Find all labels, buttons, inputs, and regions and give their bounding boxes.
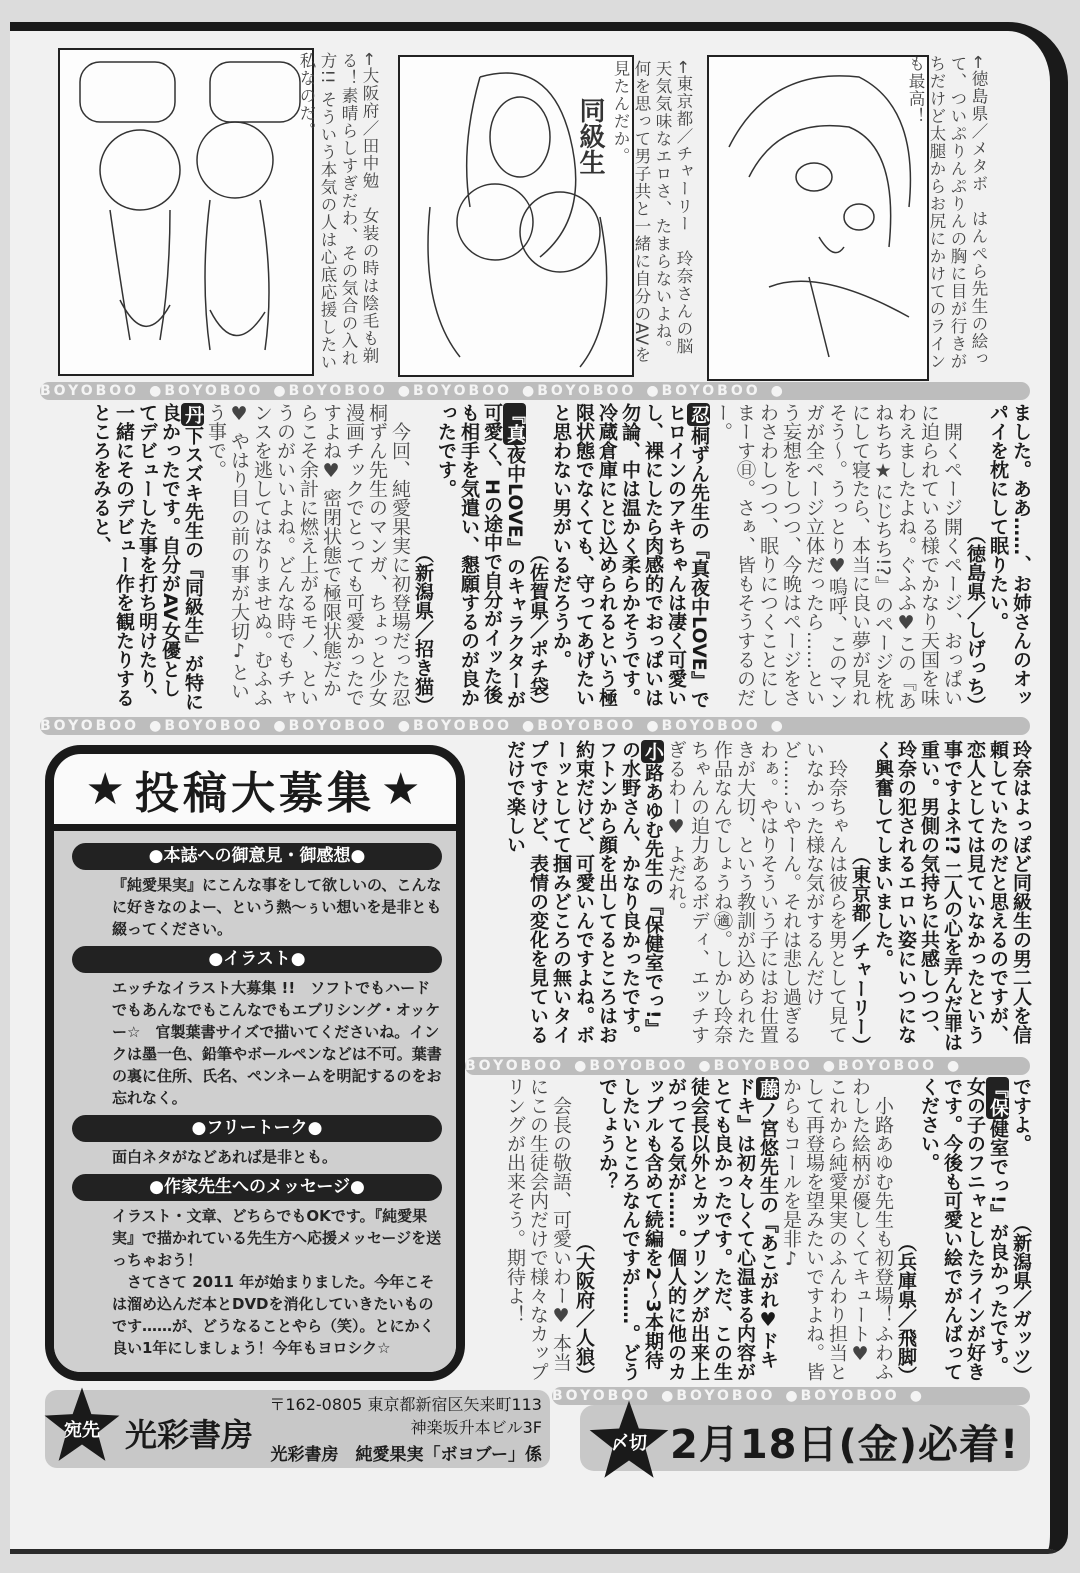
letter-signature: （佐賀県／ポチ袋） — [527, 544, 549, 715]
letter-signature: （新潟県／招き猫） — [412, 544, 434, 715]
letter-initial: 忍 — [688, 405, 710, 424]
letters-row-3 — [470, 740, 1032, 1055]
letter — [549, 403, 710, 715]
address-line-2: 神楽坂升本ビル3F — [410, 1418, 542, 1437]
letter-text: 下スズキ先生の『同級生』が特に良かったです。自分がAV女優としてデビューした事を打ち明けたり、一緒にそのデビュー作を観たりするところをみると、 — [90, 403, 204, 711]
letter-initial: 『真 — [504, 405, 526, 443]
address-line-1: 〒162-0805 東京都新宿区矢来町113 — [269, 1395, 542, 1414]
section-body: イラスト・文章、どちらでもOKです。『純愛果実』で描かれている先生方へ応援メッセージを送っちゃおう！ — [112, 1207, 442, 1269]
deadline-bar — [580, 1405, 1030, 1471]
reader-illustration-3 — [707, 55, 929, 381]
editor-reply: 開くページ開くページ、おっぱいに迫られている様でかなり天国を味わえましたよね。ぐふふ♥この『あねちち★にじちち!?』のページを枕にして寝たら、本当に良い夢が見れそう〜。うっとり♥嗚呼、このマンガが全ページ立体だったら……という妄想をしつつ、今晩はページをさわさわしつつ、眠りにつくことにしまーす㊐。さぁ、皆もそうするのだー。 — [711, 403, 963, 710]
letter-text: 玲奈はよっぽど同級生の男二人を信頼していたのだと思えるのですが、恋人としては見ていなかったという事ですよネ!? 二人の心を弄んだ罪は重い。男側の気持ちに共感しつつ、玲奈の犯されるエロい姿にいつになく興奮してしまいました。 — [872, 740, 1032, 1052]
letter-end — [1009, 1077, 1032, 1385]
section-body: 『純愛果実』にこんな事をして欲しいの、こんなに好きなのよー、という熱〜ぅい想いを是非とも綴ってください。 — [112, 876, 442, 938]
illustration-caption-1: ←大阪府／田中勉 女装の時は陰毛も剃る！素晴らしすぎだわ、その気合の入れ方!! そういう本気の人は心底応援したい私なのだ。 — [297, 52, 379, 371]
letter-initial: 丹 — [182, 405, 204, 424]
section-heading: ●イラスト● — [72, 946, 442, 973]
illustration-title: 同級生 — [575, 97, 605, 175]
letter — [503, 740, 664, 1055]
letter — [89, 403, 204, 715]
submission-title-bar — [54, 754, 456, 831]
letter-signature: （大阪府／人狼） — [573, 1233, 595, 1385]
editor-reply: 今回、純愛果実に初登場だった忍桐ずん先生のマンガ、ちょっと少女漫画チックでとっても可愛かったですよね♥ 密閉状態で極限状態だからこそ余計に燃え上がるモノ、というのがいいよね。どんな時でもチャンスを逃してはなりませぬ。むふふ♥ やはり目の前の事が大切♪という事で。 — [205, 403, 411, 707]
star-icon: ★ — [381, 763, 425, 815]
publisher-name: 光彩書房 — [125, 1416, 254, 1454]
editor-reply: 会長の敬語、可愛いわー♥ 本当にこの生徒会内だけで様々なカップリングが出来そう。期待よ！ — [504, 1077, 572, 1381]
star-icon: ★ — [85, 763, 129, 815]
letter-signature: （徳島県／しげっち） — [964, 525, 986, 715]
section-heading: ●本誌への御意見・御感想● — [72, 843, 442, 870]
letter-text: 桐ずん先生の『真夜中LOVE』でヒロインのアキちゃんは凄く可愛いし、裸にしたら肉感的でおっぱいは勿論、中は温かく柔らかそうです。冷蔵倉庫にとじ込められるという極限状態でなくても、守ってあげたいと思わない男がいるだろうか。 — [550, 403, 710, 709]
editor-reply: 小路あゆむ先生も初登場！ふわふわした絵柄が優しくてキュート♥ これから純愛果実のふんわり担当として再登場を望みたいですよね。皆からもコールを是非♪ — [780, 1077, 894, 1381]
letter-text: ノ宮悠先生の『あこがれ♥ドキドキ』は初々しくて心温まる内容がとても良かったです。ただ、この生徒会長以外とカップリングが出来上がってる気が……。個人的に他のカップルも含めて続編を2〜3本期待したいところなんですが……。どうでしょうか？ — [596, 1077, 779, 1381]
star-badge-deadline: 〆切 — [588, 1399, 670, 1481]
editor-reply: 玲奈ちゃんは彼らを男として見ていなかった様な気がするんだけど……いやーん。それは悲し過ぎるわぁ。やはりそういう子にはお仕置きが大切、という教訓が込められた作品なんでしょうね㊜。しかし玲奈ちゃんの迫力あるボディ、エッチすぎるわー♥ よだれ。 — [665, 740, 848, 1044]
section-body: 面白ネタがなどあれば是非とも。 — [112, 1148, 338, 1166]
letter-text: 路あゆむ先生の『保健室でっ!』の水野さん、かなり良かったです。フトンから顔を出してるところはお約束だけど、可愛いんですよね。ボーッとしてて掴みどころの無いタイプですけど、表情の変化を見ているだけで楽しい — [504, 740, 664, 1044]
letter-signature: （東京都／チャーリー） — [849, 846, 871, 1055]
letter-initial: 小 — [642, 742, 664, 761]
letter-text: 健室でっ!』が良かったです。女の子のフニャとしたラインが好きです。今後も可愛い絵でがんばってください。 — [918, 1077, 1009, 1381]
letter-text: 夜中LOVE』のキャラクターが可愛く、Hの途中で自分がイッた後も相手を気遣い、懇願するのが良かったです。 — [435, 403, 526, 709]
illustration-caption-3: ←徳島県／メタボ はんぺら先生の絵って、ついぷりんぷりんの胸に目が行きがちだけど太腿からお尻にかけてのラインも最高！ — [906, 55, 988, 370]
letter-initial: 藤 — [757, 1079, 779, 1098]
letters-row-2 — [38, 403, 1032, 715]
letter-text: ました。ああ……、お姉さんのオッパイを枕にして眠りたい。 — [987, 403, 1032, 707]
address-line-3: 光彩書房 純愛果実「ボヨブー」係 — [270, 1445, 542, 1465]
star-badge-address: 宛先 — [43, 1386, 121, 1464]
deadline-date: 2月18日(金)必着! — [670, 1422, 1020, 1468]
letter — [595, 1077, 779, 1385]
section-body: エッチなイラスト大募集 !! ソフトでもハードでもあんなでもこんなでもエブリシング・オッケー☆ 官製葉書サイズで描いてくださいね。インクは墨一色、鉛筆やボールペンなどは不可。葉書の裏に住所、氏名、ペンネームを明記するのをお忘れなく。 — [112, 979, 442, 1107]
section-heading: ●作家先生へのメッセージ● — [72, 1174, 442, 1201]
letter-text: ですよ。 — [1010, 1077, 1032, 1153]
letter-initial: 『保 — [987, 1079, 1009, 1117]
letter — [917, 1077, 1009, 1385]
letter-signature: （兵庫県／飛脚） — [895, 1233, 917, 1385]
submission-box — [45, 745, 465, 1381]
boyoboo-band: BOYOBOO ●BOYOBOO ●BOYOBOO ●BOYOBOO ●BOYOBOO ●BOYOBOO ● — [40, 382, 1030, 400]
submission-title: 投稿大募集 — [135, 768, 375, 819]
section-heading: ●フリートーク● — [72, 1115, 442, 1142]
boyoboo-band: BOYOBOO ●BOYOBOO ●BOYOBOO ● — [552, 1387, 1030, 1405]
letters-row-4 — [470, 1077, 1032, 1385]
reader-illustration-2 — [398, 55, 634, 377]
closing-note: さてさて 2011 年が始まりました。今年こそは溜め込んだ本とDVDを消化していきたいものです……が、どうなることやら（笑）。とにかく良い1年にしましょう！今年もヨロシク☆ — [112, 1273, 435, 1357]
boyoboo-band: BOYOBOO ●BOYOBOO ●BOYOBOO ●BOYOBOO ● — [465, 1057, 1030, 1075]
letter — [434, 403, 526, 715]
letter-signature: （新潟県／ガッツ） — [1010, 1214, 1032, 1385]
address-bar — [45, 1390, 550, 1468]
reader-illustration-1 — [58, 48, 314, 376]
boyoboo-band: BOYOBOO ●BOYOBOO ●BOYOBOO ●BOYOBOO ●BOYOBOO ●BOYOBOO ● — [40, 717, 1030, 735]
illustration-caption-2: ←東京都／チャーリー 玲奈さんの脳天気気味なエロさ、たまらないよね。何を思って男子共と一緒に自分のAVを見たんだか。 — [611, 60, 693, 364]
